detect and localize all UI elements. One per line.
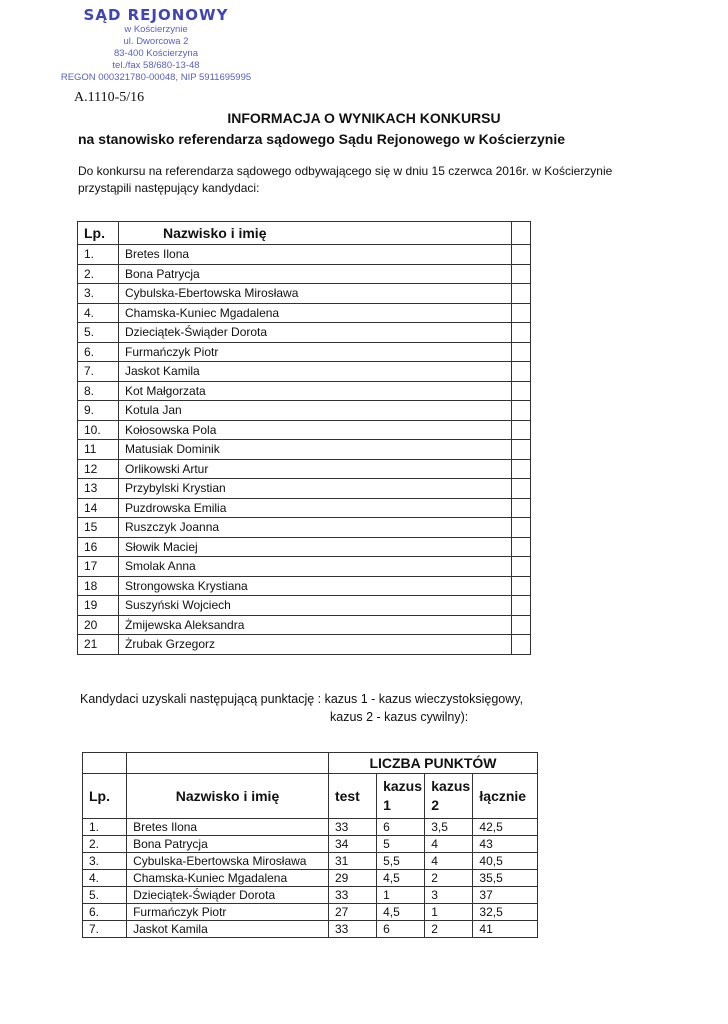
result-kazus2: 4 [425, 836, 473, 853]
candidate-empty-cell [512, 615, 531, 635]
candidate-name: Puzdrowska Emilia [119, 498, 512, 518]
candidate-name: Suszyński Wojciech [119, 596, 512, 616]
intro-paragraph: Do konkursu na referendarza sądowego odbywającego się w dniu 15 czerwca 2016r. w Kościerzynie przystąpili następujący kandydaci: [78, 164, 613, 195]
group-empty-lp [83, 753, 127, 774]
document-title: INFORMACJA O WYNIKACH KONKURSU [227, 110, 501, 126]
result-total: 32,5 [473, 904, 538, 921]
candidate-row [78, 303, 531, 323]
candidate-name: Matusiak Dominik [119, 440, 512, 460]
result-total: 35,5 [473, 870, 538, 887]
result-kazus1: 5 [377, 836, 425, 853]
results-table [82, 752, 538, 938]
candidate-row [78, 362, 531, 382]
candidate-lp: 9. [78, 401, 119, 421]
candidate-name: Furmańczyk Piotr [119, 342, 512, 362]
candidate-empty-cell [512, 459, 531, 479]
result-test: 31 [328, 853, 376, 870]
result-total: 43 [473, 836, 538, 853]
result-kazus1: 5,5 [377, 853, 425, 870]
candidate-row [78, 557, 531, 577]
stamp-city: w Kościerzynie [124, 24, 188, 35]
points-intro [80, 690, 524, 724]
candidate-row [78, 459, 531, 479]
candidate-row [78, 381, 531, 401]
result-kazus1: 4,5 [377, 870, 425, 887]
candidate-row [78, 537, 531, 557]
result-kazus2: 3 [425, 887, 473, 904]
result-test: 33 [328, 819, 376, 836]
kazus2-word: kazus [431, 778, 471, 794]
result-kazus2: 3,5 [425, 819, 473, 836]
candidate-lp: 20 [78, 615, 119, 635]
result-name: Dzieciątek-Świąder Dorota [127, 887, 329, 904]
candidate-name: Kotula Jan [119, 401, 512, 421]
candidate-row [78, 323, 531, 343]
result-row [83, 904, 538, 921]
candidate-row [78, 576, 531, 596]
reference-number: A.1110-5/16 [74, 90, 145, 105]
result-total: 42,5 [473, 819, 538, 836]
candidate-lp: 21 [78, 635, 119, 655]
points-intro-line1: Kandydaci uzyskali następującą punktację : kazus 1 - kazus wieczystoksięgowy, [80, 692, 524, 706]
result-kazus1: 4,5 [377, 904, 425, 921]
candidate-row [78, 596, 531, 616]
candidate-empty-cell [512, 498, 531, 518]
results-header-name: Nazwisko i imię [127, 774, 329, 819]
result-test: 29 [328, 870, 376, 887]
result-lp: 5. [83, 887, 127, 904]
stamp-postal: 83-400 Kościerzyna [114, 48, 198, 59]
candidate-lp: 2. [78, 264, 119, 284]
kazus2-number: 2 [431, 797, 440, 813]
result-lp: 4. [83, 870, 127, 887]
results-header-kazus2 [425, 774, 473, 819]
candidate-empty-cell [512, 576, 531, 596]
result-row [83, 870, 538, 887]
result-lp: 6. [83, 904, 127, 921]
candidate-empty-cell [512, 284, 531, 304]
candidate-name: Żrubak Grzegorz [119, 635, 512, 655]
candidate-empty-cell [512, 557, 531, 577]
court-stamp [56, 6, 256, 84]
candidate-row [78, 401, 531, 421]
results-group-header-row [83, 753, 538, 774]
result-total: 37 [473, 887, 538, 904]
stamp-regon: REGON 000321780-00048, NIP 5911695995 [60, 72, 252, 83]
candidate-empty-cell [512, 381, 531, 401]
candidate-name: Chamska-Kuniec Mgadalena [119, 303, 512, 323]
header-empty [512, 222, 531, 245]
results-header-test: test [328, 774, 376, 819]
results-header-total: łącznie [473, 774, 538, 819]
candidates-table-header [78, 222, 531, 245]
candidate-lp: 5. [78, 323, 119, 343]
header-name: Nazwisko i imię [119, 222, 512, 245]
candidate-empty-cell [512, 440, 531, 460]
candidate-row [78, 284, 531, 304]
candidate-name: Strongowska Krystiana [119, 576, 512, 596]
candidate-empty-cell [512, 401, 531, 421]
candidate-row [78, 342, 531, 362]
result-lp: 3. [83, 853, 127, 870]
result-row [83, 819, 538, 836]
candidate-name: Bretes Ilona [119, 245, 512, 265]
result-test: 33 [328, 887, 376, 904]
stamp-court-name: SĄD REJONOWY [83, 6, 229, 24]
result-name: Cybulska-Ebertowska Mirosława [127, 853, 329, 870]
result-kazus1: 1 [377, 887, 425, 904]
candidate-lp: 17 [78, 557, 119, 577]
document-subtitle: na stanowisko referendarza sądowego Sądu Rejonowego w Kościerzynie [78, 131, 566, 147]
results-header-row [83, 774, 538, 819]
candidate-name: Kot Małgorzata [119, 381, 512, 401]
result-kazus2: 2 [425, 921, 473, 938]
candidate-name: Smolak Anna [119, 557, 512, 577]
candidate-row [78, 245, 531, 265]
result-row [83, 887, 538, 904]
candidate-empty-cell [512, 323, 531, 343]
result-name: Bretes Ilona [127, 819, 329, 836]
stamp-phone: tel./fax 58/680-13-48 [112, 60, 200, 71]
candidate-empty-cell [512, 518, 531, 538]
candidate-row [78, 264, 531, 284]
kazus1-number: 1 [383, 797, 391, 813]
result-name: Bona Patrycja [127, 836, 329, 853]
result-lp: 7. [83, 921, 127, 938]
result-name: Furmańczyk Piotr [127, 904, 329, 921]
result-kazus2: 1 [425, 904, 473, 921]
candidate-lp: 16 [78, 537, 119, 557]
result-kazus2: 4 [425, 853, 473, 870]
result-kazus1: 6 [377, 819, 425, 836]
candidate-name: Kołosowska Pola [119, 420, 512, 440]
candidate-lp: 6. [78, 342, 119, 362]
stamp-street: ul. Dworcowa 2 [123, 36, 189, 47]
candidate-lp: 19 [78, 596, 119, 616]
group-empty-name [127, 753, 329, 774]
candidate-name: Żmijewska Aleksandra [119, 615, 512, 635]
candidate-name: Orlikowski Artur [119, 459, 512, 479]
candidate-lp: 1. [78, 245, 119, 265]
result-name: Chamska-Kuniec Mgadalena [127, 870, 329, 887]
candidate-lp: 3. [78, 284, 119, 304]
candidate-lp: 8. [78, 381, 119, 401]
candidate-empty-cell [512, 362, 531, 382]
result-name: Jaskot Kamila [127, 921, 329, 938]
candidate-lp: 15 [78, 518, 119, 538]
candidate-lp: 4. [78, 303, 119, 323]
result-test: 34 [328, 836, 376, 853]
candidate-name: Przybylski Krystian [119, 479, 512, 499]
result-kazus1: 6 [377, 921, 425, 938]
candidate-name: Bona Patrycja [119, 264, 512, 284]
candidate-lp: 12 [78, 459, 119, 479]
result-lp: 1. [83, 819, 127, 836]
header-lp: Lp. [78, 222, 119, 245]
candidate-name: Słowik Maciej [119, 537, 512, 557]
candidate-row [78, 498, 531, 518]
candidate-name: Dzieciątek-Świąder Dorota [119, 323, 512, 343]
candidate-name: Jaskot Kamila [119, 362, 512, 382]
candidate-empty-cell [512, 245, 531, 265]
candidate-lp: 14 [78, 498, 119, 518]
candidate-empty-cell [512, 420, 531, 440]
results-header-kazus1 [377, 774, 425, 819]
candidate-name: Ruszczyk Joanna [119, 518, 512, 538]
group-header-points: LICZBA PUNKTÓW [328, 753, 537, 774]
result-test: 27 [328, 904, 376, 921]
candidate-empty-cell [512, 303, 531, 323]
candidate-empty-cell [512, 479, 531, 499]
candidate-row [78, 420, 531, 440]
candidate-lp: 11 [78, 440, 119, 460]
result-row [83, 836, 538, 853]
candidate-row [78, 518, 531, 538]
candidates-table [77, 221, 531, 655]
candidate-row [78, 479, 531, 499]
candidate-empty-cell [512, 264, 531, 284]
points-intro-line2: kazus 2 - kazus cywilny): [330, 710, 469, 724]
results-header-lp: Lp. [83, 774, 127, 819]
candidate-name: Cybulska-Ebertowska Mirosława [119, 284, 512, 304]
candidate-empty-cell [512, 635, 531, 655]
result-test: 33 [328, 921, 376, 938]
candidate-lp: 13 [78, 479, 119, 499]
candidate-row [78, 440, 531, 460]
candidate-lp: 7. [78, 362, 119, 382]
candidate-row [78, 615, 531, 635]
candidate-empty-cell [512, 596, 531, 616]
candidate-empty-cell [512, 342, 531, 362]
candidate-lp: 18 [78, 576, 119, 596]
result-row [83, 853, 538, 870]
result-row [83, 921, 538, 938]
result-total: 41 [473, 921, 538, 938]
result-lp: 2. [83, 836, 127, 853]
result-total: 40,5 [473, 853, 538, 870]
candidate-lp: 10. [78, 420, 119, 440]
kazus1-word: kazus [383, 778, 423, 794]
result-kazus2: 2 [425, 870, 473, 887]
candidate-empty-cell [512, 537, 531, 557]
candidate-row [78, 635, 531, 655]
